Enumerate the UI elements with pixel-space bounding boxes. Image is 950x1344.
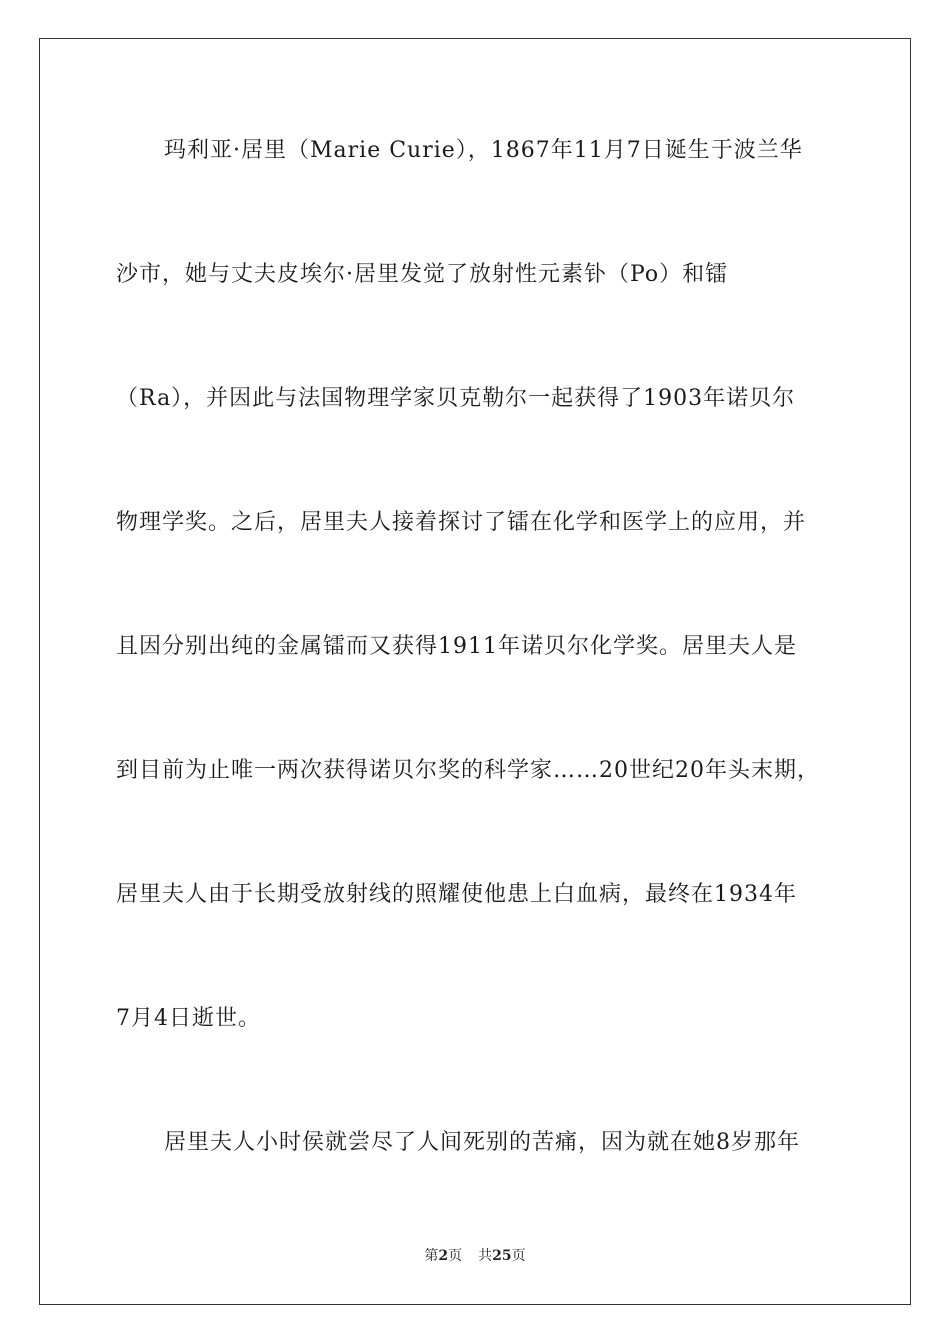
paragraph-1-line-5: 且因分别出纯的金属镭而又获得1911年诺贝尔化学奖。居里夫人是 [116,634,797,659]
page-prefix: 第 [424,1248,439,1264]
page-border [39,38,911,1305]
paragraph-1-line-4: 物理学奖。之后，居里夫人接着探讨了镭在化学和医学上的应用，并 [116,510,807,535]
total-pages: 25 [492,1248,512,1264]
paragraph-1-line-7: 居里夫人由于长期受放射线的照耀使他患上白血病，最终在1934年 [116,882,797,907]
page-suffix: 页 [448,1248,463,1264]
paragraph-1-line-2: 沙市，她与丈夫皮埃尔·居里发觉了放射性元素钋（Po）和镭 [116,262,729,287]
paragraph-1-line-1: 玛利亚·居里（Marie Curie），1867年11月7日诞生于波兰华 [164,138,803,163]
page-number: 2 [438,1248,449,1264]
paragraph-1-line-8: 7月4日逝世。 [116,1006,261,1031]
total-prefix: 共 [478,1248,493,1264]
paragraph-1-line-3: （Ra），并因此与法国物理学家贝克勒尔一起获得了1903年诺贝尔 [116,386,796,411]
paragraph-2-line-1: 居里夫人小时侯就尝尽了人间死别的苦痛，因为就在她8岁那年 [164,1130,800,1155]
page-footer [0,1247,950,1265]
paragraph-1-line-6: 到目前为止唯一两次获得诺贝尔奖的科学家……20世纪20年头末期， [116,758,820,783]
total-suffix: 页 [511,1248,526,1264]
